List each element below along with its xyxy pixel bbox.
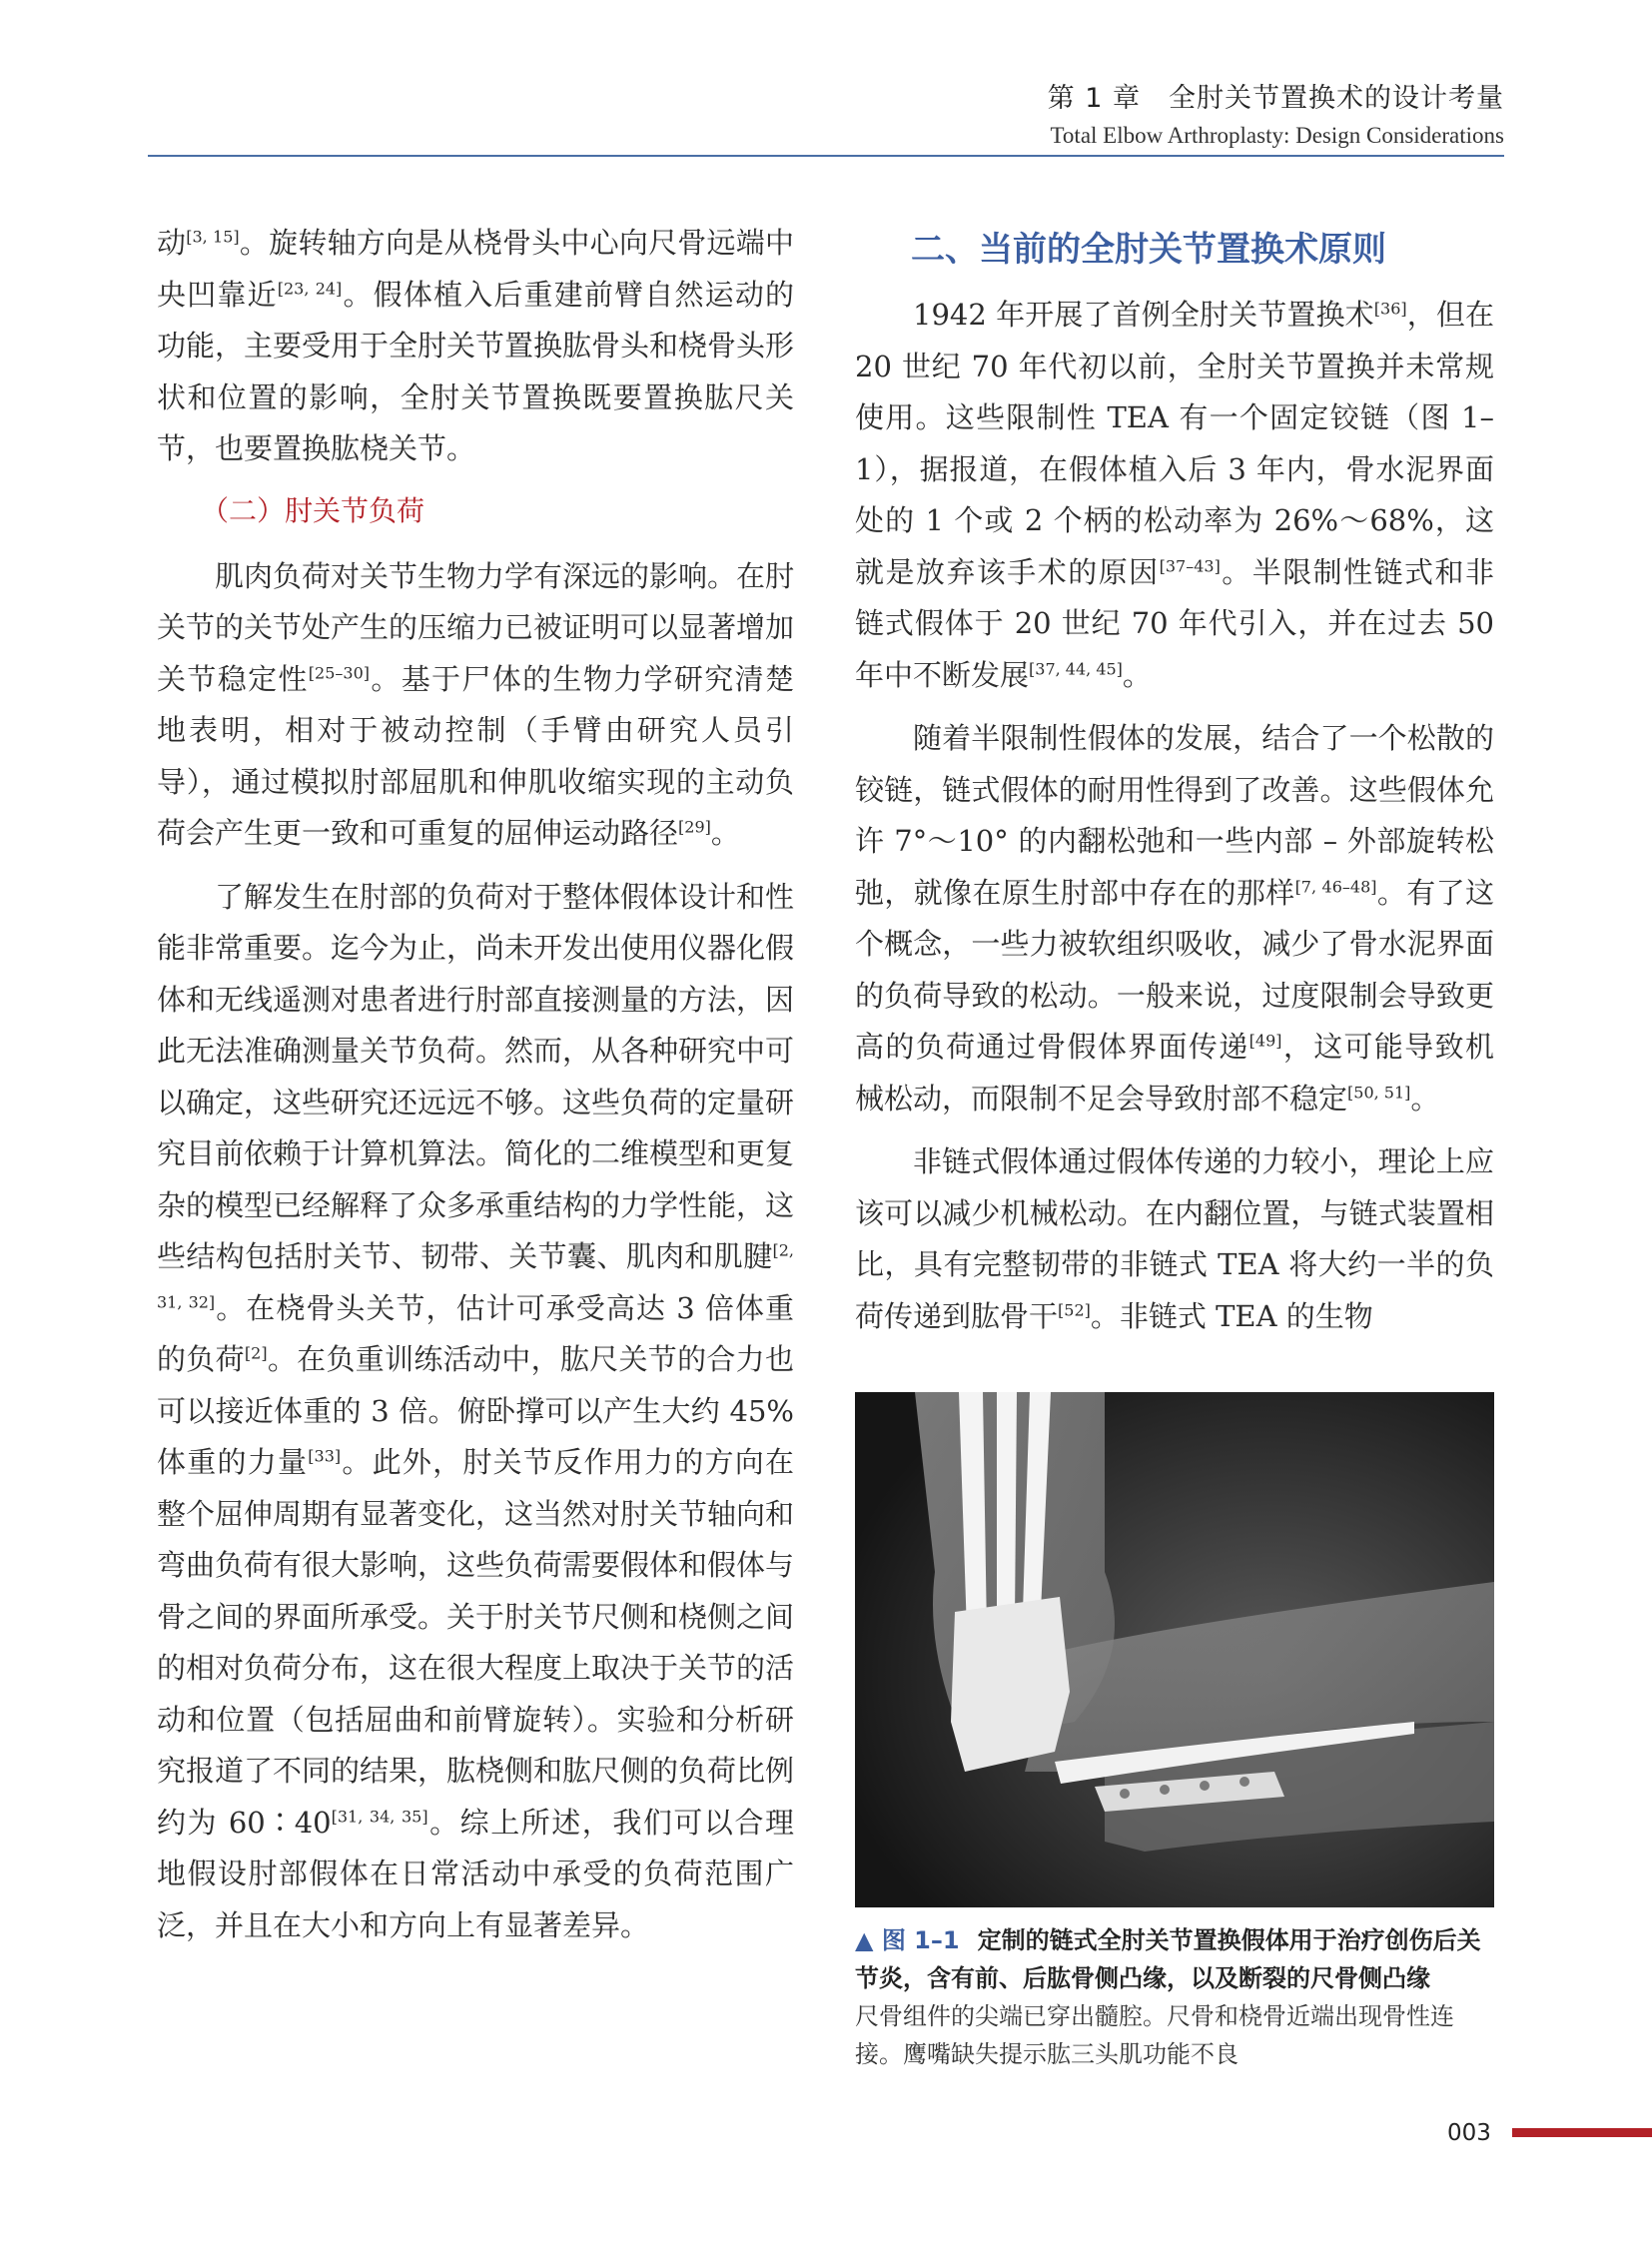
caption-title-text: 定制的链式全肘关节置换假体用于治疗创伤后关节炎，含有前、后肱骨侧凸缘，以及断裂的尺骨侧凸缘 (855, 1926, 1481, 1992)
text: 。 (1122, 657, 1152, 692)
citation: [36] (1373, 299, 1407, 319)
text: 随着半限制性假体的发展，结合了一个松散的铰链，链式假体的耐用性得到了改善。这些假体允许 7°～10° 的内翻松弛和一些内部 – 外部旋转松弛，就像在原生肘部中存在的那样 (855, 721, 1494, 910)
citation: [52] (1058, 1299, 1091, 1319)
text: 。在桡骨头关节，估计可承受高达 3 倍体重的负荷 (157, 1290, 794, 1376)
text: 。假体植入后重建前臂自然运动的功能，主要受用于全肘关节置换肱骨头和桡骨头形状和位置的影响，全肘关节置换既要置换肱尺关节，也要置换肱桡关节。 (157, 277, 795, 465)
citation: [50, 51] (1347, 1082, 1411, 1102)
running-header (1048, 76, 1504, 149)
paragraph (157, 551, 794, 860)
text: 1942 年开展了首例全肘关节置换术 (913, 298, 1374, 332)
right-column (855, 218, 1494, 1354)
figure-caption (855, 1921, 1494, 2073)
text: 动 (157, 226, 187, 260)
citation: [33] (308, 1446, 342, 1466)
text: 。半限制性链式和非链式假体于 20 世纪 70 年代引入，并在过去 50 年中不断发展 (855, 554, 1494, 692)
figure-label: ▲ 图 1–1 (855, 1926, 960, 1954)
paragraph (157, 872, 794, 1952)
chapter-title-cn: 第 1 章 全肘关节置换术的设计考量 (1047, 83, 1504, 114)
text: 。在负重训练活动中，肱尺关节的合力也可以接近体重的 3 倍。俯卧撑可以产生大约 45% 体重的力量 (157, 1342, 794, 1479)
subsection-heading: （二）肘关节负荷 (201, 493, 425, 527)
text: 。综上所述，我们可以合理地假设肘部假体在日常活动中承受的负荷范围广泛，并且在大小和方向上有显著差异。 (157, 1805, 794, 1942)
left-column (157, 218, 794, 1963)
text: 。此外，肘关节反作用力的方向在整个屈伸周期有显著变化，这当然对肘关节轴向和弯曲负荷有很大影响，这些负荷需要假体和假体与骨之间的界面所承受。关于肘关节尺侧和桡侧之间的相对负荷分布，这在很大程度上取决于关节的活动和位置（包括屈曲和前臂旋转）。实验和分析研究报道了不同的结果，肱桡侧和肱尺侧的负荷比例约为 60∶40 (157, 1445, 795, 1840)
text: 。旋转轴方向是从桡骨头中心向尺骨远端中央凹靠近 (157, 226, 794, 312)
xray-figure (855, 1392, 1494, 1907)
text: 。有了这个概念，一些力被软组织吸收，减少了骨水泥界面的负荷导致的松动。一般来说，过度限制会导致更高的负荷通过骨假体界面传递 (855, 875, 1494, 1064)
text: 非链式假体通过假体传递的力较小，理论上应该可以减少机械松动。在内翻位置，与链式装置相比，具有完整韧带的非链式 TEA 将大约一半的负荷传递到肱骨干 (855, 1144, 1494, 1333)
citation: [2, 31, 32] (157, 1240, 794, 1311)
paragraph (855, 1136, 1494, 1342)
text: 。基于尸体的生物力学研究清楚地表明，相对于被动控制（手臂由研究人员引导），通过模拟肘部屈肌和伸肌收缩实现的主动负荷会产生更一致和可重复的屈伸运动路径 (157, 661, 794, 850)
paragraph (157, 218, 794, 475)
text: ，这可能导致机械松动，而限制不足会导致肘部不稳定 (855, 1030, 1494, 1116)
citation: [25–30] (308, 662, 370, 682)
elbow-xray-illustration (855, 1392, 1494, 1907)
text: 了解发生在肘部的负荷对于整体假体设计和性能非常重要。迄今为止，尚未开发出使用仪器化假体和无线遥测对患者进行肘部直接测量的方法，因此无法准确测量关节负荷。然而，从各种研究中可以确定，这些研究还远远不够。这些负荷的定量研究目前依赖于计算机算法。简化的二维模型和更复杂的模型已经解释了众多承重结构的力学性能，这些结构包括肘关节、韧带、关节囊、肌肉和肌腱 (157, 879, 795, 1273)
section-heading: 二、当前的全肘关节置换术原则 (911, 230, 1386, 270)
citation: [3, 15] (186, 227, 240, 247)
citation: [37, 44, 45] (1029, 658, 1123, 678)
text: ，但在 20 世纪 70 年代初以前，全肘关节置换并未常规使用。这些限制性 TEA 有一个固定铰链（图 1–1），据报道，在假体植入后 3 年内，骨水泥界面处的 1 个或 2 个柄的松动率为 26%～68%，这就是放弃该手术的原因 (855, 298, 1494, 589)
page-number-bar (1512, 2128, 1652, 2137)
paragraph (855, 713, 1494, 1124)
citation: [23, 24] (277, 278, 343, 298)
citation: [29] (678, 817, 711, 837)
citation: [31, 34, 35] (331, 1806, 428, 1826)
text: 肌肉负荷对关节生物力学有深远的影响。在肘关节的关节处产生的压缩力已被证明可以显著增加关节稳定性 (157, 558, 795, 696)
header-divider (148, 155, 1504, 157)
citation: [2] (244, 1343, 268, 1363)
citation: [49] (1248, 1031, 1282, 1051)
page-number: 003 (1447, 2120, 1491, 2146)
citation: [7, 46–48] (1294, 876, 1377, 896)
text: 。 (1410, 1081, 1440, 1116)
caption-title (855, 1921, 1494, 1997)
chapter-title-en: Total Elbow Arthroplasty: Design Considerations (1050, 123, 1504, 148)
text: 。 (710, 816, 740, 850)
text: 。非链式 TEA 的生物 (1090, 1298, 1373, 1333)
citation: [37–43] (1159, 555, 1221, 575)
caption-body: 尺骨组件的尖端已穿出髓腔。尺骨和桡骨近端出现骨性连接。鹰嘴缺失提示肱三头肌功能不良 (855, 2002, 1454, 2068)
paragraph (855, 290, 1494, 701)
